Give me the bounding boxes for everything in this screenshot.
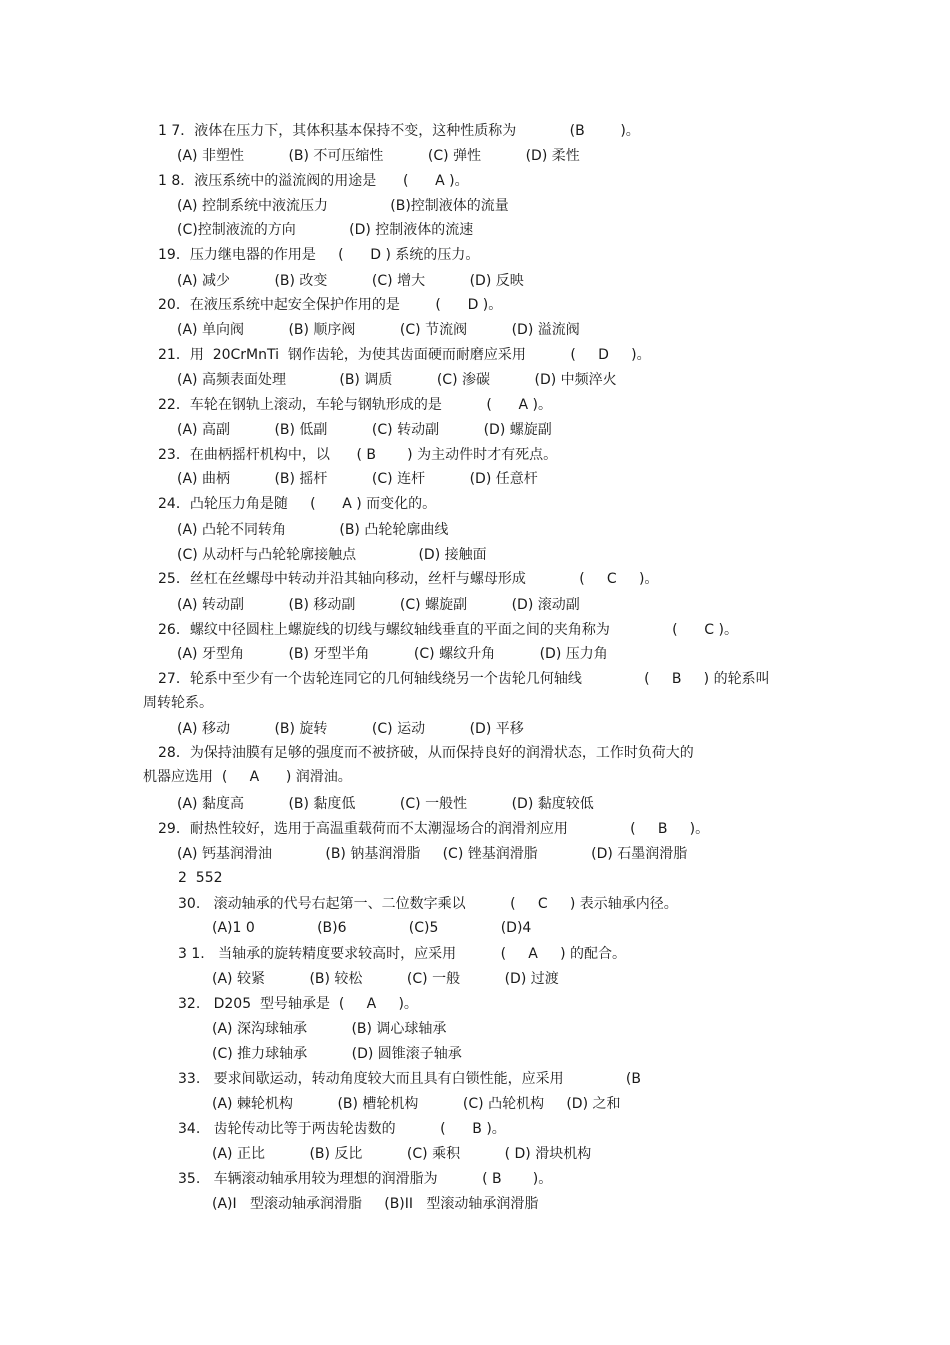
question-24: 24．凸轮压力角是随 ( A ) 而变化的。 (158, 496, 437, 512)
page-marker: 2 552 (178, 870, 223, 886)
options-19: (A) 减少 (B) 改变 (C) 增大 (D) 反映 (177, 273, 524, 289)
question-23: 23．在曲柄摇杆机构中，以 ( B ) 为主动件时才有死点。 (158, 447, 558, 463)
question-29: 29．耐热性较好，选用于高温重载荷而不太潮湿场合的润滑剂应用 ( B )。 (158, 821, 710, 837)
options-22: (A) 高副 (B) 低副 (C) 转动副 (D) 螺旋副 (177, 422, 552, 438)
question-35: 35. 车辆滚动轴承用较为理想的润滑脂为 ( B )。 (178, 1171, 553, 1187)
question-31: 3 1. 当轴承的旋转精度要求较高时，应采用 ( A ) 的配合。 (178, 946, 627, 962)
question-33: 33. 要求间歇运动，转动角度较大而且具有白锁性能，应采用 (B (178, 1071, 641, 1087)
options-17: (A) 非塑性 (B) 不可压缩性 (C) 弹性 (D) 柔性 (177, 148, 580, 164)
question-25: 25．丝杠在丝螺母中转动并沿其轴向移动，丝杆与螺母形成 ( C )。 (158, 571, 659, 587)
options-28: (A) 黏度高 (B) 黏度低 (C) 一般性 (D) 黏度较低 (177, 796, 594, 812)
question-34: 34. 齿轮传动比等于两齿轮齿数的 ( B )。 (178, 1121, 506, 1137)
options-24-b: (C) 从动杆与凸轮轮廓接触点 (D) 接触面 (177, 547, 487, 563)
options-30: (A)1 0 (B)6 (C)5 (D)4 (212, 920, 532, 936)
question-30: 30. 滚动轴承的代号右起第一、二位数字乘以 ( C ) 表示轴承内径。 (178, 896, 678, 912)
options-26: (A) 牙型角 (B) 牙型半角 (C) 螺纹升角 (D) 压力角 (177, 646, 608, 662)
question-27-cont: 周转轮系。 (143, 695, 213, 711)
question-26: 26．螺纹中径圆柱上螺旋线的切线与螺纹轴线垂直的平面之间的夹角称为 ( C )。 (158, 622, 738, 638)
question-32: 32. D205 型号轴承是 ( A )。 (178, 996, 418, 1012)
options-31: (A) 较紧 (B) 较松 (C) 一般 (D) 过渡 (212, 971, 559, 987)
options-23: (A) 曲柄 (B) 摇杆 (C) 连杆 (D) 任意杆 (177, 471, 538, 487)
options-32-a: (A) 深沟球轴承 (B) 调心球轴承 (212, 1021, 447, 1037)
options-27: (A) 移动 (B) 旋转 (C) 运动 (D) 平移 (177, 721, 524, 737)
question-21: 21．用 20CrMnTi 钢作齿轮，为使其齿面硬而耐磨应采用 ( D )。 (158, 347, 651, 363)
question-28-cont: 机器应选用 ( A ) 润滑油。 (143, 769, 352, 785)
question-17: 1 7．液体在压力下，其体积基本保持不变，这种性质称为 (B )。 (158, 123, 640, 139)
question-22: 22．车轮在钢轨上滚动，车轮与钢轨形成的是 ( A )。 (158, 397, 552, 413)
options-25: (A) 转动副 (B) 移动副 (C) 螺旋副 (D) 滚动副 (177, 597, 580, 613)
question-19: 19．压力继电器的作用是 ( D ) 系统的压力。 (158, 247, 480, 263)
question-27: 27．轮系中至少有一个齿轮连同它的几何轴线绕另一个齿轮几何轴线 ( B ) 的轮系叫 (158, 671, 770, 687)
options-20: (A) 单向阀 (B) 顺序阀 (C) 节流阀 (D) 溢流阀 (177, 322, 580, 338)
options-35: (A)I 型滚动轴承润滑脂 (B)II 型滚动轴承润滑脂 (212, 1196, 539, 1212)
options-29: (A) 钙基润滑油 (B) 钠基润滑脂 (C) 锉基润滑脂 (D) 石墨润滑脂 (177, 846, 688, 862)
question-28: 28．为保持油膜有足够的强度而不被挤破，从而保持良好的润滑状态，工作时负荷大的 (158, 745, 694, 761)
question-20: 20．在液压系统中起安全保护作用的是 ( D )。 (158, 297, 503, 313)
options-18-b: (C)控制液流的方向 (D) 控制液体的流速 (177, 222, 474, 238)
options-21: (A) 高频表面处理 (B) 调质 (C) 渗碳 (D) 中频淬火 (177, 372, 617, 388)
options-34: (A) 正比 (B) 反比 (C) 乘积 ( D) 滑块机构 (212, 1146, 592, 1162)
options-32-b: (C) 推力球轴承 (D) 圆锥滚子轴承 (212, 1046, 462, 1062)
options-18-a: (A) 控制系统中液流压力 (B)控制液体的流量 (177, 198, 509, 214)
options-33: (A) 棘轮机构 (B) 槽轮机构 (C) 凸轮机构 (D) 之和 (212, 1096, 621, 1112)
options-24-a: (A) 凸轮不同转角 (B) 凸轮轮廓曲线 (177, 522, 449, 538)
question-18: 1 8．液压系统中的溢流阀的用途是 ( A )。 (158, 173, 469, 189)
